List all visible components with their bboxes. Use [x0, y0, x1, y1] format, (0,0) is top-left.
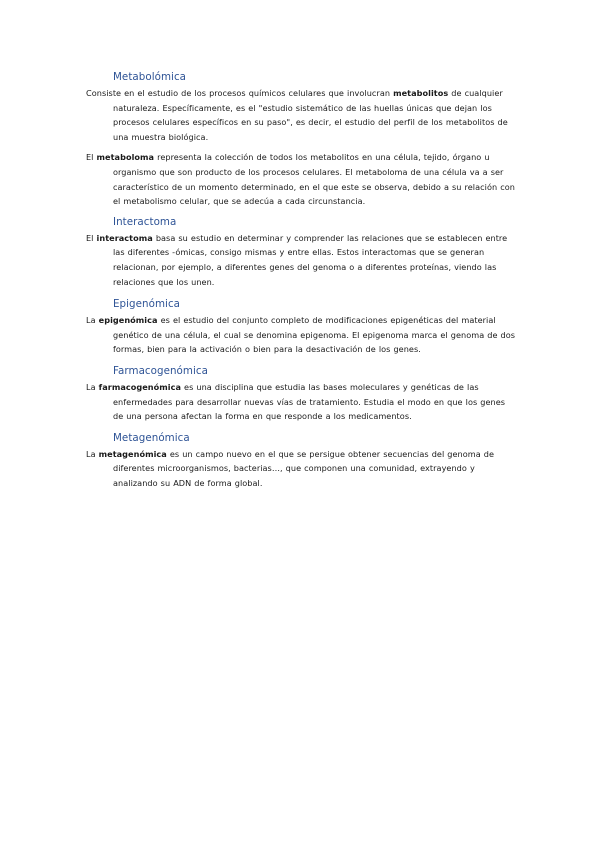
section-metaboloma — [86, 150, 518, 208]
section-epigenomica — [86, 297, 518, 357]
section-title: Metabolómica — [113, 71, 187, 83]
bold-term: metagenómica — [98, 448, 167, 459]
bold-term: metaboloma — [96, 152, 155, 163]
bold-term: farmacogenómica — [98, 381, 182, 392]
bold-term: interactoma — [96, 232, 153, 243]
section-interactoma — [86, 215, 518, 289]
bold-term: metabolitos — [393, 88, 449, 98]
paragraph: Consiste en el estudio de los procesos químicos celulares que involucran metabolitos de cualquier naturaleza. Específicamente, es el "estudio sistemático de las huellas únicas que dejan los procesos celulares específicos en su paso", es decir, el estudio del perfil de los metabolitos de una muestra biológica. — [86, 88, 508, 142]
paragraph: La metagenómica es un campo nuevo en el que se persigue obtener secuencias del genoma de diferentes microorganismos, bacterias…, que componen una comunidad, extrayendo y analizando su ADN de forma global. — [86, 448, 495, 488]
section-title: Interactoma — [113, 215, 177, 228]
paragraph: El metaboloma representa la colección de todos los metabolitos en una célula, tejido, órgano u organismo que son producto de los procesos celulares. El metaboloma de una célula va a ser característico de un momento determinado, en el que este se observa, debido a su relación con el metabolismo celular, que se adecúa a cada circunstancia. — [86, 152, 515, 207]
section-metabolomica — [86, 70, 518, 144]
bold-term: epigenómica — [98, 315, 158, 326]
section-title: Farmacogenómica — [113, 364, 208, 377]
section-metagenomica — [86, 431, 518, 491]
paragraph: La epigenómica es el estudio del conjunto completo de modificaciones epigenéticas del material genético de una célula, el cual se denomina epigenoma. El epigenoma marca el genoma de dos formas, bien para la activación o bien para la desactivación de los genes. — [86, 315, 516, 355]
section-farmacogenomica — [86, 364, 518, 424]
paragraph: El interactoma basa su estudio en determinar y comprender las relaciones que se establecen entre las diferentes -ómicas, consigo mismas y entre ellas. Estos interactomas que se generan relacionan, por ejemplo, a diferentes genes del genoma o a diferentes proteínas, viendo las relaciones que los unen. — [86, 232, 508, 287]
section-title: Epigenómica — [113, 298, 181, 311]
paragraph: La farmacogenómica es una disciplina que estudia las bases moleculares y genéticas de las enfermedades para desarrollar nuevas vías de tratamiento. Estudia el modo en que los genes de una persona afectan la forma en que responde a los medicamentos. — [86, 381, 506, 422]
document-page — [86, 70, 518, 496]
section-title: Metagenómica — [113, 431, 190, 444]
